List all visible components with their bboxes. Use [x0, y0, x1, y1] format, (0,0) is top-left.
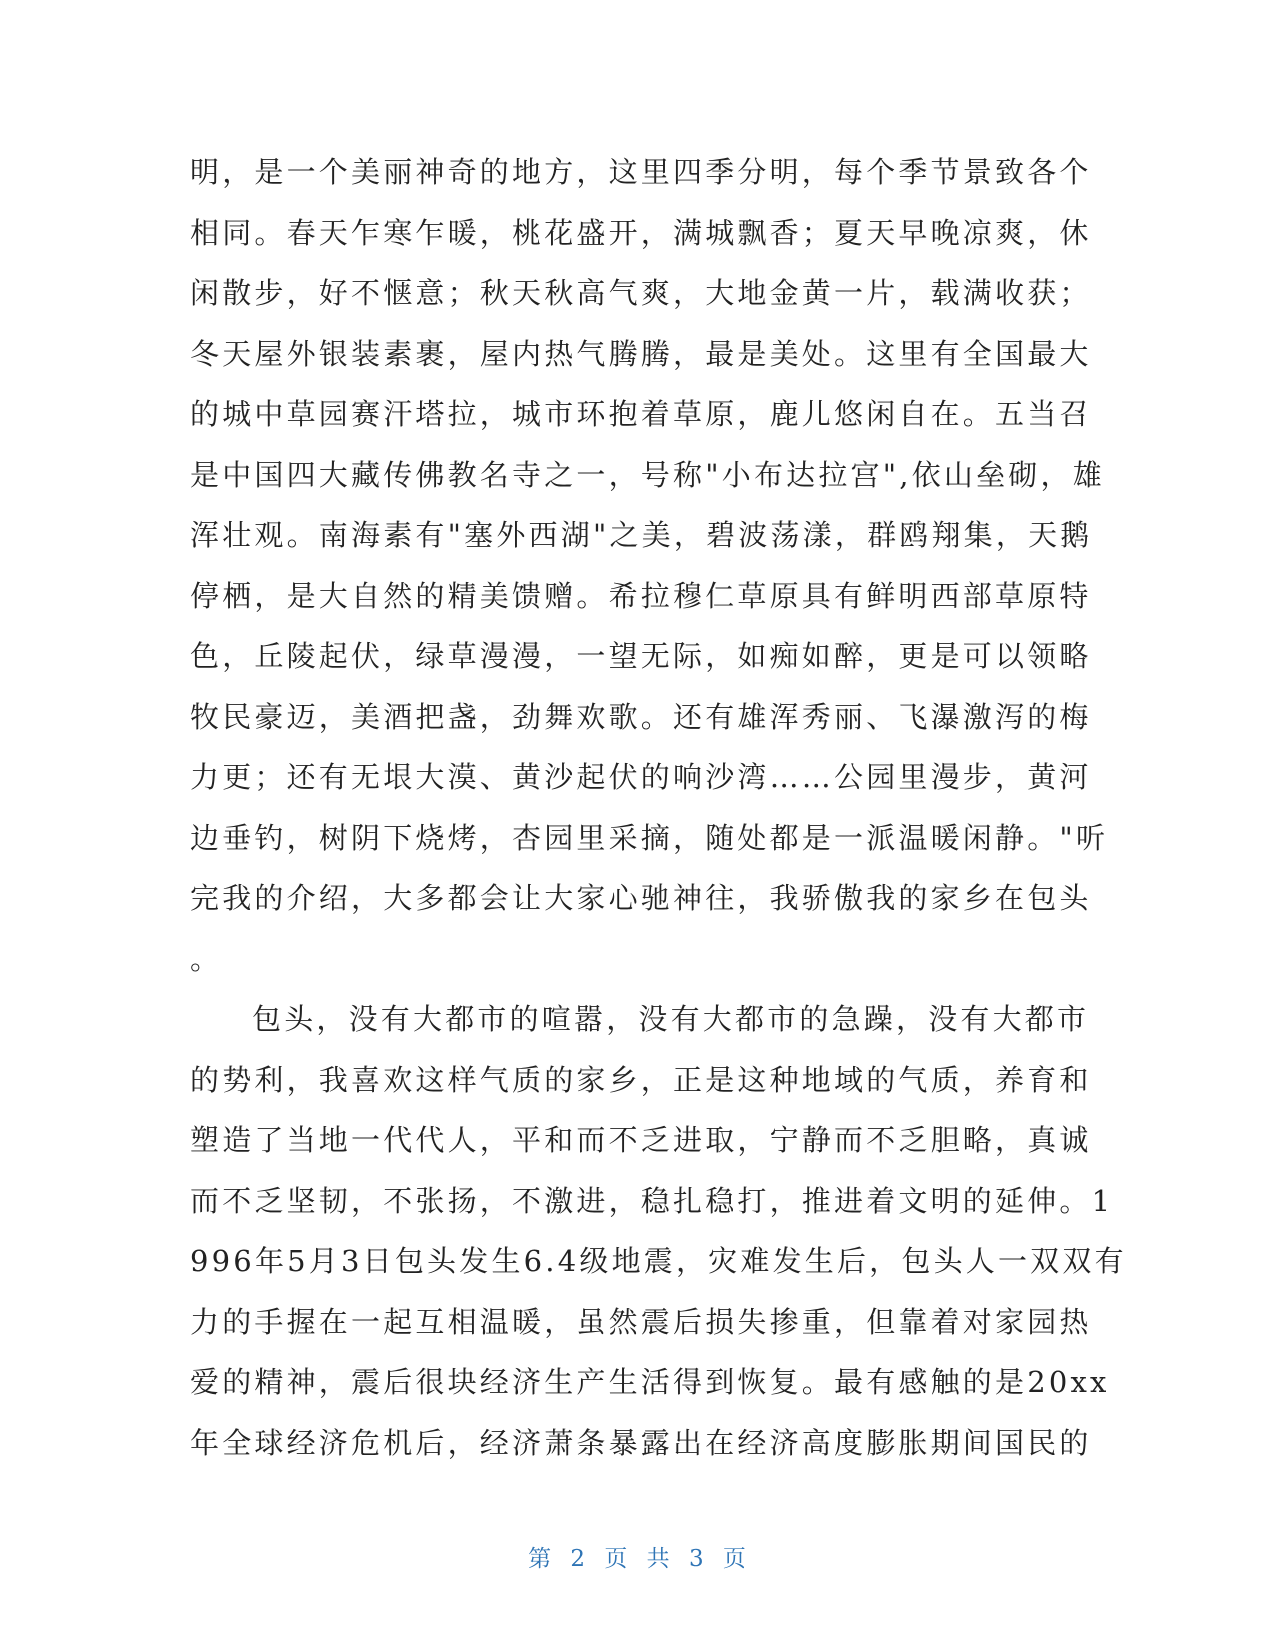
- text-line: 而不乏坚韧，不张扬，不激进，稳扎稳打，推进着文明的延伸。1: [190, 1183, 1114, 1218]
- footer-suffix: 页: [722, 1546, 747, 1572]
- footer-current-page: 2: [570, 1546, 587, 1572]
- text-line: 闲散步，好不惬意；秋天秋高气爽，大地金黄一片，载满收获；: [190, 276, 1092, 310]
- text-line: 浑壮观。南海素有"塞外西湖"之美，碧波荡漾，群鸥翔集，天鹅: [190, 518, 1093, 552]
- text-line: 完我的介绍，大多都会让大家心驰神往，我骄傲我的家乡在包头: [190, 881, 1092, 915]
- text-line: 牧民豪迈，美酒把盏，劲舞欢歌。还有雄浑秀丽、飞瀑激泻的梅: [190, 699, 1092, 734]
- text-line: 是中国四大藏传佛教名寺之一，号称"小布达拉宫",依山垒砌，雄: [190, 457, 1105, 492]
- text-line: 冬天屋外银装素裹，屋内热气腾腾，最是美处。这里有全国最大: [190, 336, 1092, 371]
- text-line: 色，丘陵起伏，绿草漫漫，一望无际，如痴如醉，更是可以领略: [190, 639, 1092, 673]
- text-line: 力更；还有无垠大漠、黄沙起伏的响沙湾……公园里漫步，黄河: [190, 760, 1092, 794]
- text-line: 的势利，我喜欢这样气质的家乡，正是这种地域的气质，养育和: [190, 1062, 1092, 1097]
- text-line: 年全球经济危机后，经济萧条暴露出在经济高度膨胀期间国民的: [190, 1425, 1092, 1460]
- text-line: 。: [190, 941, 223, 976]
- text-line: 996年5月3日包头发生6.4级地震，灾难发生后，包头人一双双有: [190, 1244, 1127, 1278]
- text-line: 明，是一个美丽神奇的地方，这里四季分明，每个季节景致各个: [190, 155, 1092, 189]
- text-line: 力的手握在一起互相温暖，虽然震后损失掺重，但靠着对家园热: [190, 1304, 1092, 1339]
- text-line: 的城中草园赛汗塔拉，城市环抱着草原，鹿儿悠闲自在。五当召: [190, 397, 1092, 431]
- footer-total-word: 共: [646, 1546, 671, 1572]
- footer-prefix: 第: [528, 1546, 553, 1572]
- text-line: 塑造了当地一代代人，平和而不乏进取，宁静而不乏胆略，真诚: [190, 1123, 1092, 1157]
- text-line: 爱的精神，震后很块经济生产生活得到恢复。最有感触的是20xx: [190, 1365, 1110, 1399]
- text-line: 相同。春天乍寒乍暖，桃花盛开，满城飘香；夏天早晚凉爽，休: [190, 215, 1092, 250]
- footer-page-word: 页: [604, 1546, 629, 1572]
- text-line: 停栖，是大自然的精美馈赠。希拉穆仁草原具有鲜明西部草原特: [190, 578, 1092, 613]
- page-footer: [0, 1540, 1275, 1573]
- footer-total-pages: 3: [688, 1546, 705, 1572]
- text-line: 边垂钓，树阴下烧烤，杏园里采摘，随处都是一派温暖闲静。"听: [190, 820, 1109, 855]
- paragraph-first-line: 包头，没有大都市的喧嚣，没有大都市的急躁，没有大都市: [252, 1002, 1090, 1036]
- document-body: [190, 142, 1127, 1473]
